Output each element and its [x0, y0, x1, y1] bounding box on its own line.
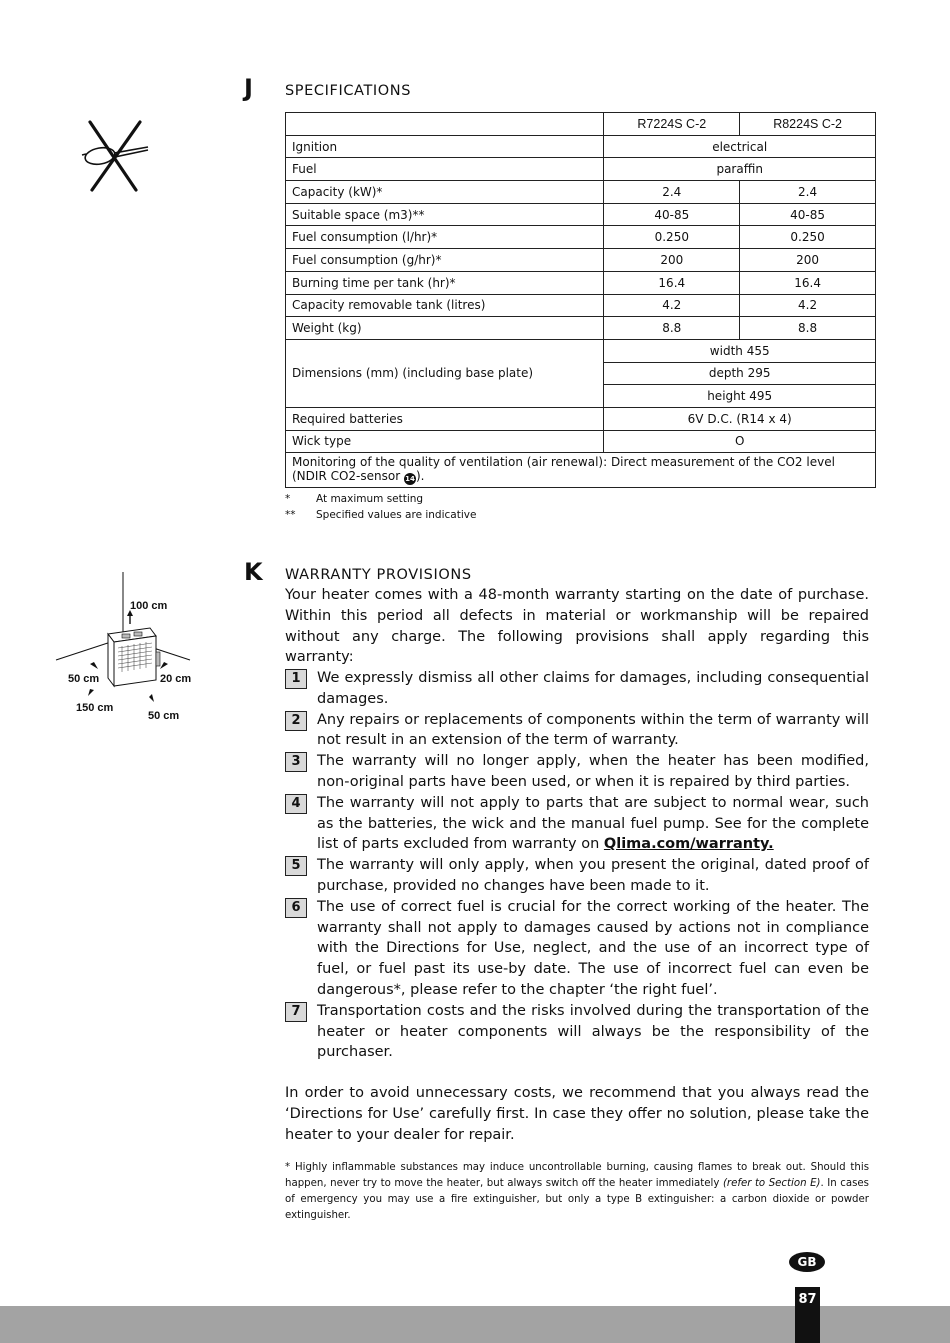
table-row: [286, 249, 876, 272]
section-title-specifications: SPECIFICATIONS: [285, 83, 412, 99]
warranty-provisions-list: [285, 668, 869, 1063]
provision-number: 5: [285, 856, 307, 876]
spec-label: Weight (kg): [286, 317, 604, 340]
list-item: [285, 855, 869, 897]
model-header: R7224S C-2: [604, 113, 740, 136]
footnote: [285, 507, 476, 523]
spec-value: 200: [604, 249, 740, 272]
clearance-front-right-label: 50 cm: [148, 710, 180, 722]
spec-value: 16.4: [740, 271, 876, 294]
dimension-depth: depth 295: [604, 362, 876, 385]
spec-label: Capacity (kW)*: [286, 181, 604, 204]
spec-value: O: [604, 430, 876, 453]
spec-value: 4.2: [740, 294, 876, 317]
monitoring-text: Monitoring of the quality of ventilation (air renewal): Direct measurement of the CO2 level (NDIR CO2-sensor: [292, 455, 835, 484]
footnote-mark: *: [285, 493, 291, 505]
spec-label: Burning time per tank (hr)*: [286, 271, 604, 294]
model-header: R8224S C-2: [740, 113, 876, 136]
provision-number: 4: [285, 794, 307, 814]
ventilation-monitoring-note: [286, 453, 876, 488]
table-header-row: [286, 113, 876, 136]
section-letter-j: J: [244, 74, 253, 102]
list-item: [285, 710, 869, 752]
warranty-closing: In order to avoid unnecessary costs, we recommend that you always read the ‘Directions for Use’ carefully first. In case they offer no solution, please take the heater to your dealer for repair.: [285, 1085, 869, 1143]
provision-number: 2: [285, 711, 307, 731]
table-row: [286, 203, 876, 226]
table-row: [286, 158, 876, 181]
provision-number: 7: [285, 1002, 307, 1022]
clearance-front-left-label: 150 cm: [76, 702, 114, 714]
provision-text: [317, 793, 869, 855]
sensor-number-badge: 14: [405, 475, 415, 484]
dimension-width: width 455: [604, 339, 876, 362]
language-badge: GB: [789, 1252, 825, 1272]
spec-label: Fuel: [286, 158, 604, 181]
spec-label: Required batteries: [286, 407, 604, 430]
list-item: [285, 897, 869, 1001]
spec-value: 2.4: [740, 181, 876, 204]
table-row: [286, 181, 876, 204]
footnote-text: Specified values are indicative: [316, 509, 477, 521]
table-corner-cell: [286, 113, 604, 136]
table-row: [286, 317, 876, 340]
monitoring-text-end: ).: [415, 469, 425, 484]
spec-value: 4.2: [604, 294, 740, 317]
clearance-left-label: 50 cm: [68, 673, 100, 685]
provision-text-part: The warranty will not apply to parts that are subject to normal wear, such as the batteries, the wick and the manual fuel pump. See for the complete list of parts excluded from warranty on: [317, 794, 869, 853]
table-row: [286, 294, 876, 317]
table-row: [286, 430, 876, 453]
list-item: [285, 793, 869, 855]
spec-label: Suitable space (m3)**: [286, 203, 604, 226]
emergency-text: * Highly inflammable substances may induce uncontrollable burning, causing flames to break out. Should this happen, never try to move the heater, but always switch off the heater immediately: [285, 1162, 869, 1189]
spec-value: 40-85: [604, 203, 740, 226]
page-number: 87: [795, 1287, 820, 1343]
spec-value: paraffin: [604, 158, 876, 181]
spec-value: 200: [740, 249, 876, 272]
spec-label: Dimensions (mm) (including base plate): [286, 339, 604, 407]
list-item: [285, 751, 869, 793]
heater-clearance-diagram: [50, 568, 200, 730]
provision-text: The use of correct fuel is crucial for the correct working of the heater. The warranty shall not apply to damages caused by actions not in compliance with the Directions for Use, neglect, and the use of an incorrect type of fuel, or fuel past its use-by date. The use of incorrect fuel can even be dangerous*, please refer to the chapter ‘the right fuel’.: [317, 898, 869, 998]
spec-value: electrical: [604, 135, 876, 158]
footnote-text: At maximum setting: [316, 493, 424, 505]
table-row: [286, 226, 876, 249]
footnote-mark: **: [285, 509, 296, 521]
list-item: [285, 668, 869, 710]
dimension-height: height 495: [604, 385, 876, 408]
provision-text: Any repairs or replacements of components within the term of warranty will not result in an extension of the term of warranty.: [317, 711, 869, 749]
list-item: [285, 1001, 869, 1063]
spec-label: Wick type: [286, 430, 604, 453]
provision-number: 1: [285, 669, 307, 689]
spec-label: Ignition: [286, 135, 604, 158]
spec-label: Fuel consumption (l/hr)*: [286, 226, 604, 249]
section-letter-k: K: [244, 558, 263, 586]
spec-value: 2.4: [604, 181, 740, 204]
section-title-warranty: WARRANTY PROVISIONS: [285, 567, 472, 583]
emergency-reference: (refer to Section E): [722, 1178, 821, 1189]
table-row: [286, 271, 876, 294]
spec-value: 8.8: [740, 317, 876, 340]
footnote: [285, 491, 476, 507]
specifications-table: [285, 112, 876, 488]
provision-text: Transportation costs and the risks involved during the transportation of the heater or heater components will always be the responsibility of the purchaser.: [317, 1002, 869, 1061]
clearance-top-label: 100 cm: [130, 600, 168, 612]
no-screwdriver-icon: [78, 118, 168, 194]
spec-label: Fuel consumption (g/hr)*: [286, 249, 604, 272]
provision-text: The warranty will only apply, when you present the original, dated proof of purchase, provided no changes have been made to it.: [317, 857, 869, 894]
emergency-footnote: [285, 1160, 869, 1224]
table-row: [286, 135, 876, 158]
spec-value: 8.8: [604, 317, 740, 340]
spec-value: 0.250: [604, 226, 740, 249]
warranty-link[interactable]: Qlima.com/warranty.: [603, 836, 774, 853]
spec-value: 6V D.C. (R14 x 4): [604, 407, 876, 430]
emergency-text-end: . In cases of emergency you may use a fire extinguisher, but only a type B extinguisher: a carbon dioxide or powder extinguisher.: [285, 1178, 869, 1221]
spec-value: 40-85: [740, 203, 876, 226]
spec-label: Capacity removable tank (litres): [286, 294, 604, 317]
provision-number: 6: [285, 898, 307, 918]
warranty-intro: Your heater comes with a 48-month warranty starting on the date of purchase. Within this period all defects in material or workmanship will be repaired without any charge. The following provisions shall apply regarding this warranty:: [285, 587, 869, 666]
provision-text: We expressly dismiss all other claims for damages, including consequential damages.: [317, 670, 869, 707]
table-row: [286, 407, 876, 430]
table-row: [286, 453, 876, 488]
clearance-right-label: 20 cm: [160, 673, 192, 685]
spec-value: 0.250: [740, 226, 876, 249]
spec-value: 16.4: [604, 271, 740, 294]
provision-text: The warranty will no longer apply, when the heater has been modified, non-original parts have been used, or when it is repaired by third parties.: [317, 753, 869, 790]
provision-number: 3: [285, 752, 307, 772]
table-footnotes: [285, 491, 476, 523]
table-row: [286, 339, 876, 362]
